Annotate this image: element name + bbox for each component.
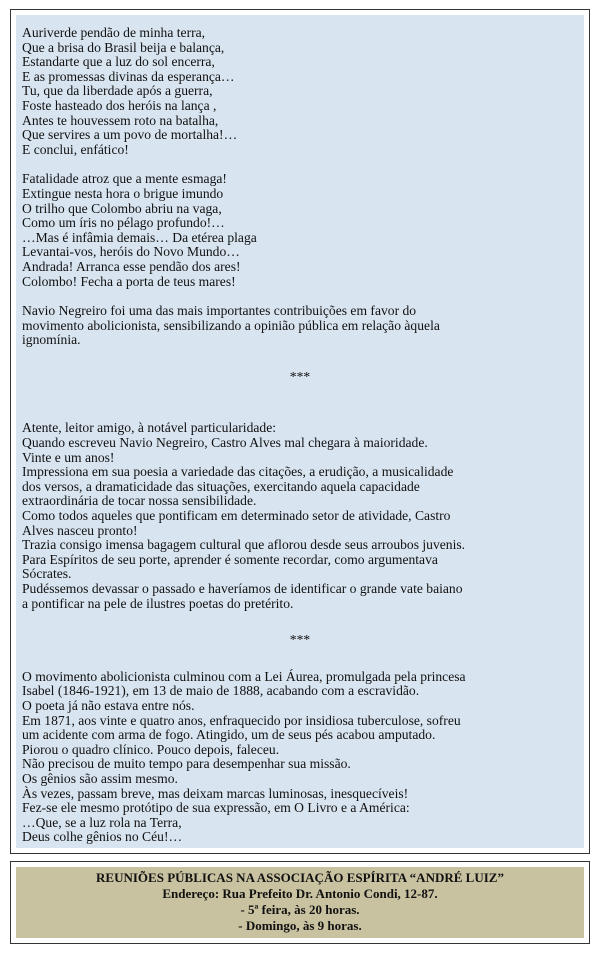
text-line: Alves nasceu pronto! (22, 522, 138, 538)
poem-line: Estandarte que a luz do sol encerra, (22, 54, 215, 70)
text-line: movimento abolicionista, sensibilizando a opinião pública em relação àquela (22, 317, 440, 333)
poem-line: Colombo! Fecha a porta de teus mares! (22, 273, 236, 289)
text-line: um acidente com arma de fogo. Atingido, um de seus pés acabou amputado. (22, 727, 436, 743)
poem-line: Levantai-vos, heróis do Novo Mundo… (22, 244, 240, 260)
meeting-title: REUNIÕES PÚBLICAS NA ASSOCIAÇÃO ESPÍRITA “ANDRÉ LUIZ” (96, 870, 504, 885)
text-line: O movimento abolicionista culminou com a Lei Áurea, promulgada pela princesa (22, 668, 466, 684)
poem-line: Extingue nesta hora o brigue imundo (22, 185, 224, 201)
text-line: Em 1871, aos vinte e quatro anos, enfraquecido por insidiosa tuberculose, sofreu (22, 712, 461, 728)
text-line: Vinte e um anos! (22, 449, 115, 465)
meeting-info-frame (10, 861, 590, 944)
poem-line: E as promessas divinas da esperança… (22, 68, 235, 84)
article-panel (16, 15, 584, 848)
text-line: Os gênios são assim mesmo. (22, 770, 178, 786)
poem-line: Tu, que da liberdade após a guerra, (22, 83, 213, 99)
text-line: ignomínia. (22, 332, 81, 348)
poem-line: E conclui, enfático! (22, 141, 129, 157)
text-line: Isabel (1846-1921), em 13 de maio de 1888, acabando com a escravidão. (22, 683, 420, 699)
poem-line: Andrada! Arranca esse pendão dos ares! (22, 258, 241, 274)
text-line: Navio Negreiro foi uma das mais importantes contribuições em favor do (22, 303, 417, 319)
poem-line: …Mas é infâmia demais… Da etérea plaga (22, 229, 257, 245)
poem-line: Como um íris no pélago profundo!… (22, 215, 225, 231)
section-lei-aurea (22, 670, 578, 845)
section-particularidade (22, 421, 578, 611)
paragraph-navio-negreiro (22, 304, 578, 348)
text-line: dos versos, a dramaticidade das situações, exercitando aquela capacidade (22, 478, 420, 494)
text-line: Às vezes, passam breve, mas deixam marcas luminosas, inesquecíveis! (22, 785, 409, 801)
text-line: Quando escreveu Navio Negreiro, Castro Alves mal chegara à maioridade. (22, 435, 428, 451)
meeting-schedule-thursday: - 5ª feira, às 20 horas. (240, 902, 360, 917)
poem-line: Antes te houvessem roto na batalha, (22, 112, 219, 128)
poem-line: Que servires a um povo de mortalha!… (22, 127, 238, 143)
text-line: Impressiona em sua poesia a variedade das citações, a erudição, a musicalidade (22, 464, 454, 480)
text-line: Deus colhe gênios no Céu!… (22, 829, 183, 845)
meeting-info-panel (16, 867, 584, 938)
text-line: Fez-se ele mesmo protótipo de sua expressão, em O Livro e a América: (22, 800, 410, 816)
text-line: Atente, leitor amigo, à notável particularidade: (22, 420, 277, 436)
poem-line: Auriverde pendão de minha terra, (22, 25, 206, 40)
section-separator: *** (289, 632, 311, 648)
section-separator: *** (289, 368, 311, 384)
text-line: extraordinária de tocar nossa sensibilidade. (22, 493, 257, 509)
meeting-schedule-sunday: - Domingo, às 9 horas. (238, 918, 362, 933)
poem-stanza-2 (22, 172, 578, 289)
text-line: Sócrates. (22, 566, 72, 582)
poem-line: Fatalidade atroz que a mente esmaga! (22, 171, 227, 187)
poem-stanza-1 (22, 26, 578, 157)
poem-line: O trilho que Colombo abriu na vaga, (22, 200, 222, 216)
text-line: O poeta já não estava entre nós. (22, 697, 195, 713)
text-line: a pontificar na pele de ilustres poetas do pretérito. (22, 595, 294, 611)
article-frame (10, 9, 590, 854)
poem-line: Foste hasteado dos heróis na lança , (22, 97, 217, 113)
text-line: Para Espíritos de seu porte, aprender é somente recordar, como argumentava (22, 551, 438, 567)
text-line: Pudéssemos devassar o passado e haveríamos de identificar o grande vate baiano (22, 581, 463, 596)
text-line: Piorou o quadro clínico. Pouco depois, faleceu. (22, 741, 280, 757)
text-line: Como todos aqueles que pontificam em determinado setor de atividade, Castro (22, 508, 451, 524)
poem-line: Que a brisa do Brasil beija e balança, (22, 39, 225, 55)
text-line: Não precisou de muito tempo para desempenhar sua missão. (22, 756, 351, 772)
meeting-address: Endereço: Rua Prefeito Dr. Antonio Condi, 12-87. (162, 886, 438, 901)
text-line: …Que, se a luz rola na Terra, (22, 814, 182, 830)
text-line: Trazia consigo imensa bagagem cultural que aflorou desde seus arroubos juvenis. (22, 537, 466, 553)
